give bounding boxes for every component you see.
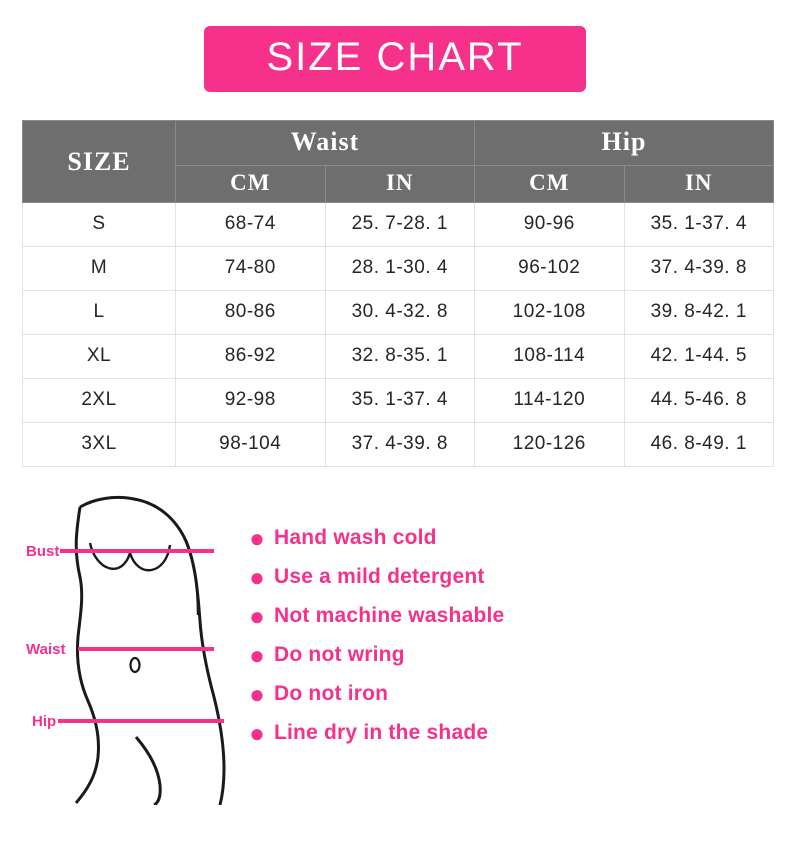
cell-hip-in: 35. 1-37. 4 [624, 203, 774, 247]
bullet-icon: ● [249, 718, 265, 748]
cell-hip-cm: 96-102 [475, 247, 625, 291]
figure-label-bust: Bust [26, 543, 60, 560]
cell-waist-in: 28. 1-30. 4 [325, 247, 475, 291]
table-row [23, 203, 774, 247]
size-chart-table [22, 120, 774, 467]
bullet-icon: ● [249, 562, 265, 592]
list-item [240, 603, 760, 629]
cell-waist-cm: 92-98 [176, 379, 326, 423]
table-row [23, 379, 774, 423]
header-hip-cm: CM [475, 166, 625, 203]
cell-waist-cm: 80-86 [176, 291, 326, 335]
cell-waist-in: 35. 1-37. 4 [325, 379, 475, 423]
cell-hip-cm: 120-126 [475, 423, 625, 467]
page-title: SIZE CHART [204, 26, 585, 92]
cell-size: L [23, 291, 176, 335]
cell-size: S [23, 203, 176, 247]
cell-hip-in: 46. 8-49. 1 [624, 423, 774, 467]
cell-waist-cm: 86-92 [176, 335, 326, 379]
care-instruction-text: Do not iron [274, 682, 389, 705]
header-waist-cm: CM [176, 166, 326, 203]
care-instruction-text: Line dry in the shade [274, 721, 489, 744]
care-instruction-text: Use a mild detergent [274, 565, 485, 588]
bullet-icon: ● [249, 523, 265, 553]
cell-waist-cm: 74-80 [176, 247, 326, 291]
cell-waist-in: 37. 4-39. 8 [325, 423, 475, 467]
title-container [0, 0, 790, 92]
cell-hip-cm: 90-96 [475, 203, 625, 247]
cell-waist-cm: 68-74 [176, 203, 326, 247]
table-row [23, 423, 774, 467]
care-instruction-text: Do not wring [274, 643, 405, 666]
table-row [23, 335, 774, 379]
cell-hip-in: 42. 1-44. 5 [624, 335, 774, 379]
bullet-icon: ● [249, 679, 265, 709]
cell-hip-cm: 114-120 [475, 379, 625, 423]
figure-label-waist: Waist [26, 641, 66, 658]
bullet-icon: ● [249, 640, 265, 670]
header-size: SIZE [23, 121, 176, 203]
list-item [240, 642, 760, 668]
care-instructions-list [240, 525, 760, 759]
cell-waist-in: 30. 4-32. 8 [325, 291, 475, 335]
figure-label-hip: Hip [32, 713, 57, 730]
cell-hip-in: 44. 5-46. 8 [624, 379, 774, 423]
care-instruction-text: Hand wash cold [274, 526, 437, 549]
table-body [23, 203, 774, 467]
table-header-row-groups [23, 121, 774, 166]
cell-hip-in: 37. 4-39. 8 [624, 247, 774, 291]
list-item [240, 564, 760, 590]
list-item [240, 720, 760, 746]
cell-hip-in: 39. 8-42. 1 [624, 291, 774, 335]
header-hip-in: IN [624, 166, 774, 203]
table-header [23, 121, 774, 203]
cell-size: 3XL [23, 423, 176, 467]
care-instruction-text: Not machine washable [274, 604, 505, 627]
table-row [23, 291, 774, 335]
cell-waist-cm: 98-104 [176, 423, 326, 467]
cell-size: XL [23, 335, 176, 379]
header-waist-in: IN [325, 166, 475, 203]
measurement-figure [18, 485, 278, 805]
list-item [240, 681, 760, 707]
bottom-section [0, 485, 790, 805]
cell-size: M [23, 247, 176, 291]
list-item [240, 525, 760, 551]
cell-waist-in: 25. 7-28. 1 [325, 203, 475, 247]
cell-hip-cm: 108-114 [475, 335, 625, 379]
cell-waist-in: 32. 8-35. 1 [325, 335, 475, 379]
size-table-container [22, 120, 768, 467]
bullet-icon: ● [249, 601, 265, 631]
cell-hip-cm: 102-108 [475, 291, 625, 335]
table-row [23, 247, 774, 291]
header-group-waist: Waist [176, 121, 475, 166]
cell-size: 2XL [23, 379, 176, 423]
header-group-hip: Hip [475, 121, 774, 166]
